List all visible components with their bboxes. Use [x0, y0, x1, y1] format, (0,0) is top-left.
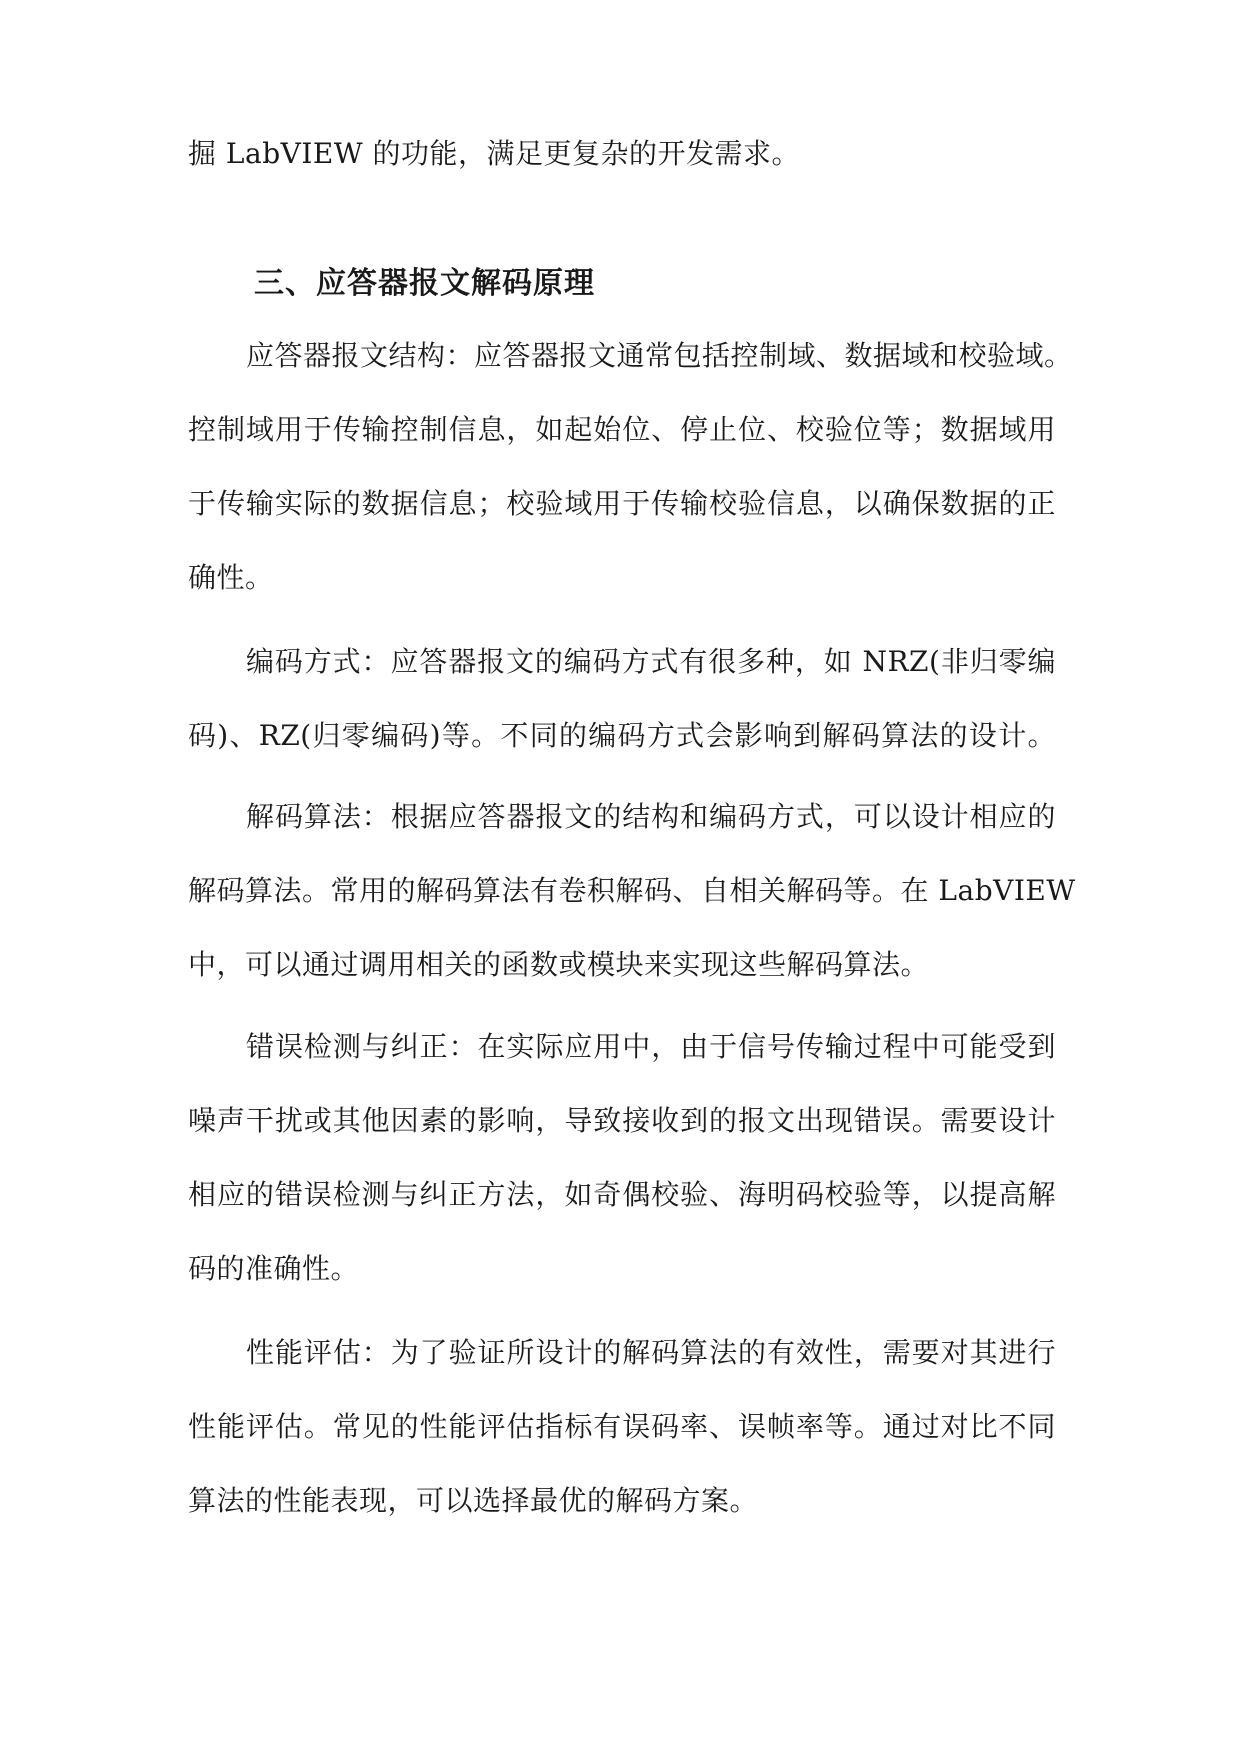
paragraph-line: 控制域用于传输控制信息，如起始位、停止位、校验位等；数据域用 [188, 413, 1056, 446]
paragraph-line: 于传输实际的数据信息；校验域用于传输校验信息，以确保数据的正 [188, 487, 1056, 520]
intro-tail-line: 掘 LabVIEW 的功能，满足更复杂的开发需求。 [188, 137, 801, 170]
paragraph-line: 码)、RZ(归零编码)等。不同的编码方式会影响到解码算法的设计。 [188, 719, 1056, 752]
paragraph-line: 相应的错误检测与纠正方法，如奇偶校验、海明码校验等，以提高解 [188, 1178, 1056, 1211]
paragraph-line: 应答器报文结构：应答器报文通常包括控制域、数据域和校验域。 [246, 339, 1073, 372]
paragraph-line: 码的准确性。 [188, 1252, 360, 1285]
paragraph-line: 确性。 [188, 561, 274, 594]
paragraph-line: 性能评估：为了验证所设计的解码算法的有效性，需要对其进行 [246, 1336, 1056, 1369]
paragraph-line: 编码方式：应答器报文的编码方式有很多种，如 NRZ(非归零编 [246, 645, 1056, 678]
paragraph-line: 错误检测与纠正：在实际应用中，由于信号传输过程中可能受到 [246, 1030, 1056, 1063]
paragraph-line: 性能评估。常见的性能评估指标有误码率、误帧率等。通过对比不同 [188, 1410, 1056, 1443]
paragraph-line: 噪声干扰或其他因素的影响，导致接收到的报文出现错误。需要设计 [188, 1104, 1056, 1137]
paragraph-line: 算法的性能表现，可以选择最优的解码方案。 [188, 1484, 759, 1517]
paragraph-line: 解码算法：根据应答器报文的结构和编码方式，可以设计相应的 [246, 800, 1056, 833]
section-heading: 三、应答器报文解码原理 [254, 266, 595, 301]
paragraph-line: 解码算法。常用的解码算法有卷积解码、自相关解码等。在 LabVIEW [188, 874, 1076, 907]
paragraph-line: 中，可以通过调用相关的函数或模块来实现这些解码算法。 [188, 948, 930, 981]
